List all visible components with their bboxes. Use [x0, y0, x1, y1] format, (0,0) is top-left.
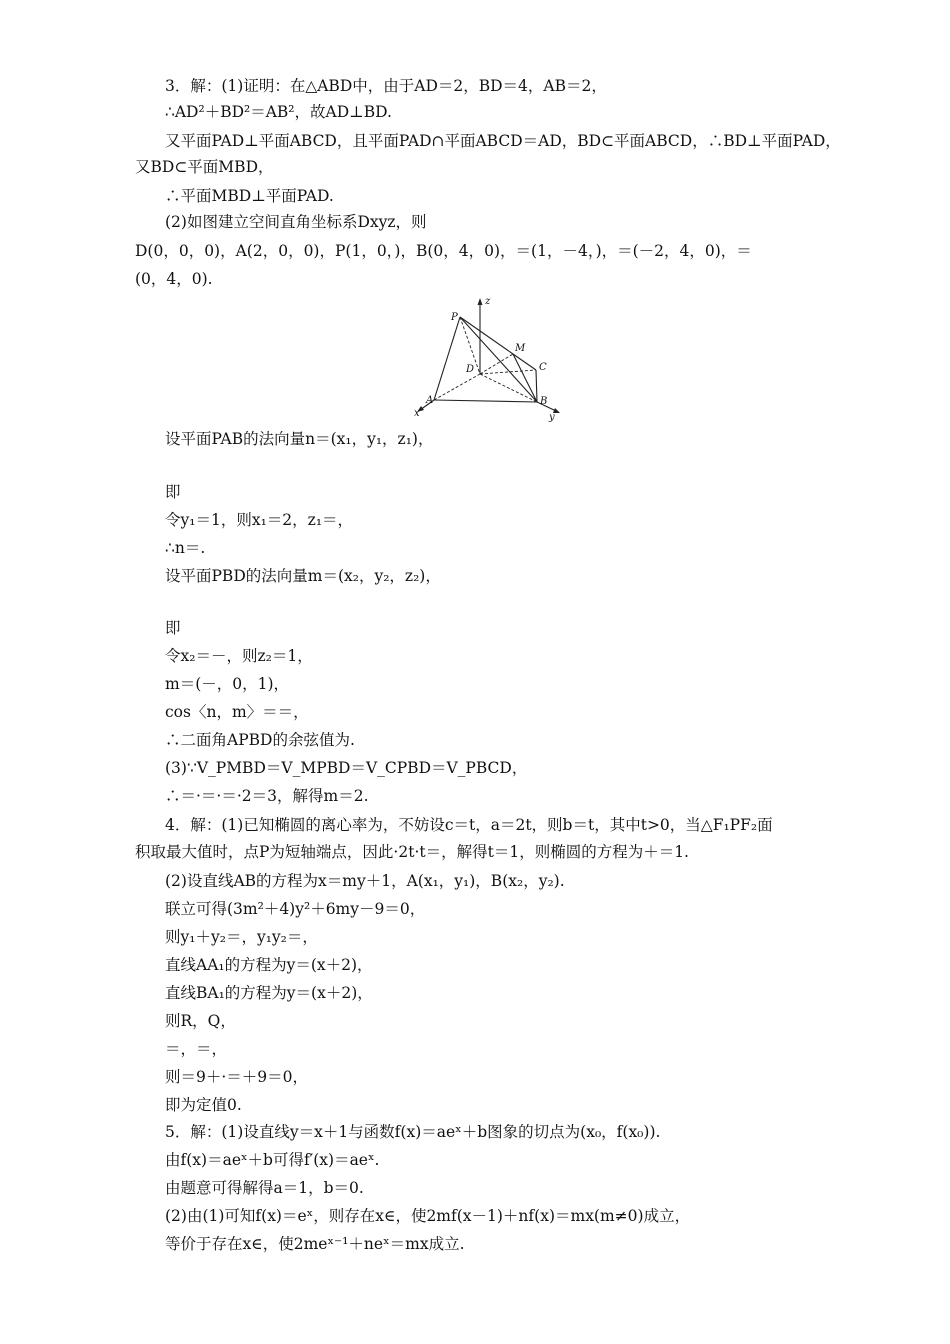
text-line: D(0，0，0)，A(2，0，0)，P(1，0，)，B(0，4，0)，＝(1，－4，)，＝(－2，4，0)，＝ — [135, 242, 752, 260]
text-line: (3)∵V_PMBD＝V_MPBD＝V_CPBD＝V_PBCD， — [165, 759, 528, 777]
text-line: (2)如图建立空间直角坐标系Dxyz，则 — [165, 213, 427, 231]
text-line: 直线BA₁的方程为y＝(x＋2)， — [165, 984, 373, 1002]
text-line: 设平面PBD的法向量m＝(x₂，y₂，z₂)， — [165, 567, 441, 585]
text-line: 直线AA₁的方程为y＝(x＋2)， — [165, 956, 373, 974]
text-line: 等价于存在x∈，使2meˣ⁻¹＋neˣ＝mx成立. — [165, 1235, 465, 1253]
text-line: ∴n＝. — [165, 539, 206, 557]
edge-MB — [513, 354, 537, 402]
text-line: 联立可得(3m²＋4)y²＋6my－9＝0， — [165, 900, 426, 918]
hidden-edge-DB — [480, 374, 537, 402]
edge-PB — [460, 317, 537, 402]
text-line: 3．解：(1)证明：在△ABD中，由于AD＝2，BD＝4，AB＝2， — [165, 77, 607, 95]
label-y: y — [549, 412, 555, 423]
label-z: z — [485, 296, 491, 307]
label-P: P — [451, 312, 458, 323]
edge-BC — [536, 370, 537, 402]
z-axis-arrow — [478, 298, 483, 305]
text-line: 由f(x)＝aeˣ＋b可得f′(x)＝aeˣ. — [165, 1151, 380, 1169]
text-line: (0，4，0). — [135, 270, 213, 288]
text-line: 4．解：(1)已知椭圆的离心率为，不妨设c＝t，a＝2t，则b＝t，其中t>0，当△F₁PF₂面 — [165, 816, 773, 834]
text-line: 设平面PAB的法向量n＝(x₁，y₁，z₁)， — [165, 430, 434, 448]
text-line: (2)由(1)可知f(x)＝eˣ，则存在x∈，使2mf(x－1)＋nf(x)＝mx(m≠0)成立， — [165, 1207, 691, 1225]
text-line: 即 — [165, 619, 181, 637]
text-line: 即为定值0. — [165, 1096, 242, 1114]
text-line: (2)设直线AB的方程为x＝my＋1，A(x₁，y₁)，B(x₂，y₂). — [165, 872, 565, 890]
text-line: cos〈n，m〉＝＝， — [165, 703, 309, 721]
text-line: ∴＝·＝·＝·2＝3，解得m＝2. — [165, 787, 369, 805]
edge-AB — [434, 400, 537, 402]
label-D: D — [466, 364, 475, 375]
label-B: B — [540, 396, 548, 407]
text-line: 积取最大值时，点P为短轴端点，因此·2t·t＝，解得t＝1，则椭圆的方程为＋＝1. — [135, 843, 689, 861]
text-line: ＝，＝， — [165, 1040, 228, 1058]
pyramid-figure — [412, 292, 572, 424]
text-line: 令x₂＝－，则z₂＝1， — [165, 647, 313, 665]
label-x: x — [414, 408, 420, 419]
label-M: M — [515, 343, 526, 354]
text-line: 则R，Q， — [165, 1012, 236, 1030]
text-line: 即 — [165, 483, 181, 501]
text-line: 则＝9＋·＝＋9＝0， — [165, 1068, 309, 1086]
text-line: 又BD⊂平面MBD， — [135, 158, 274, 176]
text-line: 由题意可得解得a＝1，b＝0. — [165, 1179, 364, 1197]
label-C: C — [539, 362, 547, 373]
text-line: ∴平面MBD⊥平面PAD. — [165, 187, 334, 205]
text-line: m＝(－，0，1)， — [165, 675, 290, 693]
text-line: 则y₁＋y₂＝，y₁y₂＝， — [165, 928, 318, 946]
text-line: 又平面PAD⊥平面ABCD，且平面PAD∩平面ABCD＝AD，BD⊂平面ABCD，∴BD⊥平面PAD， — [165, 132, 841, 150]
label-A: A — [426, 395, 434, 406]
edge-PM — [460, 317, 513, 354]
text-line: 5．解：(1)设直线y＝x＋1与函数f(x)＝aeˣ＋b图象的切点为(x₀，f(x₀)). — [165, 1123, 661, 1141]
text-line: 令y₁＝1，则x₁＝2，z₁＝， — [165, 511, 354, 529]
text-line: ∴AD²＋BD²＝AB²，故AD⊥BD. — [165, 103, 392, 121]
text-line: ∴二面角APBD的余弦值为. — [165, 731, 355, 749]
